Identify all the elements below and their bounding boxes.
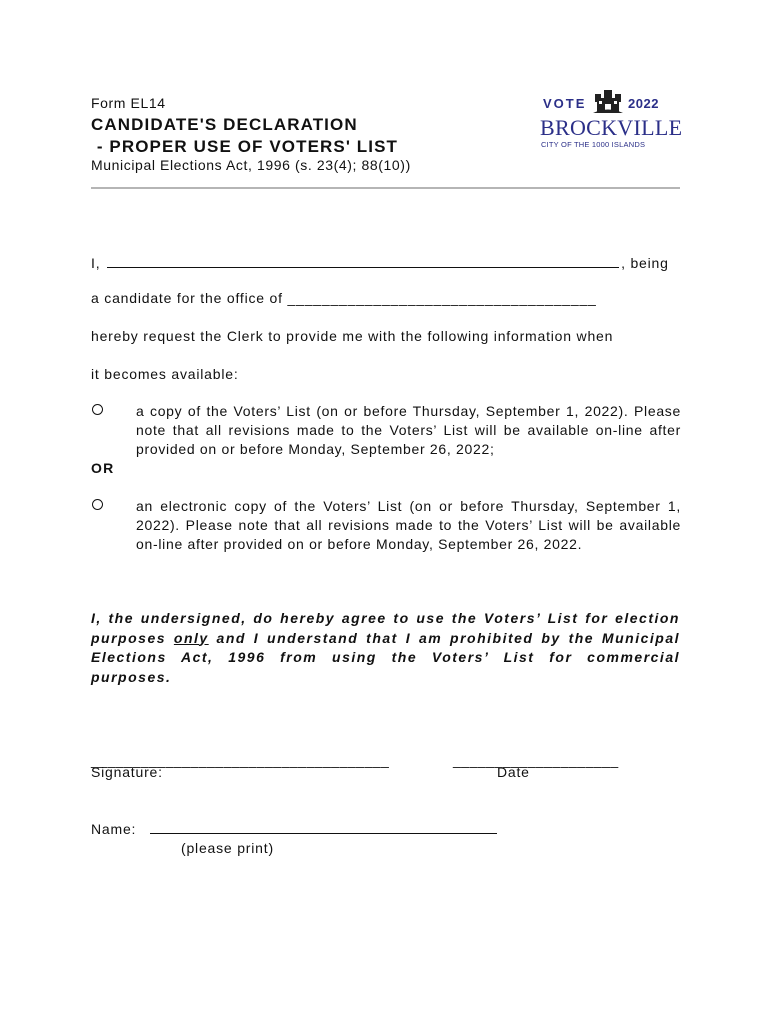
option-electronic-copy-text: an electronic copy of the Voters’ List (on or before Thursday, September 1, 2022). Please note that all revisions made to the Voters’ List will be available on-line after provided on or before Monday, September 26, 2022.	[136, 498, 681, 552]
signature-field[interactable]: ____________________________________	[91, 752, 390, 768]
radio-circle-icon[interactable]	[92, 499, 103, 510]
logo-year-text: 2022	[628, 96, 659, 111]
act-reference: Municipal Elections Act, 1996 (s. 23(4); 88(10))	[91, 157, 411, 173]
or-separator: OR	[91, 460, 115, 476]
available-line: it becomes available:	[91, 366, 239, 382]
request-line: hereby request the Clerk to provide me with the following information when	[91, 328, 614, 344]
form-number: Form EL14	[91, 95, 166, 111]
signature-label: Signature:	[91, 764, 163, 780]
form-title	[91, 114, 398, 158]
title-line-2: - PROPER USE OF VOTERS' LIST	[91, 137, 399, 156]
logo-town-name: BROCKVILLE	[540, 115, 683, 140]
agreement-emphasis: only	[173, 629, 209, 646]
declarant-line	[91, 253, 681, 271]
castle-icon	[593, 88, 623, 114]
declarant-suffix: , being	[621, 255, 669, 271]
logo-vote-text: VOTE	[543, 96, 587, 111]
declarant-name-field[interactable]	[107, 253, 619, 268]
option-paper-copy-text: a copy of the Voters’ List (on or before Thursday, September 1, 2022). Please note that all revisions made to the Voters’ List will be available on-line after provided on or before Monday, September 26, 2022;	[136, 403, 681, 457]
agreement-text-part1: I, the undersigned, do hereby agree to use the Voters’ List for election purposes	[91, 610, 680, 646]
name-field[interactable]	[150, 833, 497, 834]
office-line: a candidate for the office of ____________________________________	[91, 290, 597, 306]
radio-circle-icon[interactable]	[92, 404, 103, 415]
title-line-1: CANDIDATE'S DECLARATION	[91, 115, 358, 134]
logo-tagline: CITY OF THE 1000 ISLANDS	[541, 140, 646, 149]
brockville-logo	[540, 88, 683, 150]
agreement-text-part2: and I understand that I am prohibited by the Municipal Elections Act, 1996 from using the Voters’ List for commercial purposes.	[91, 629, 680, 685]
name-label: Name:	[91, 821, 137, 837]
date-label: Date	[497, 764, 530, 780]
header-divider	[91, 187, 680, 189]
date-field[interactable]: ____________________	[453, 752, 619, 768]
agreement-statement	[91, 609, 680, 687]
declarant-prefix: I,	[91, 255, 101, 271]
name-hint: (please print)	[181, 840, 274, 856]
